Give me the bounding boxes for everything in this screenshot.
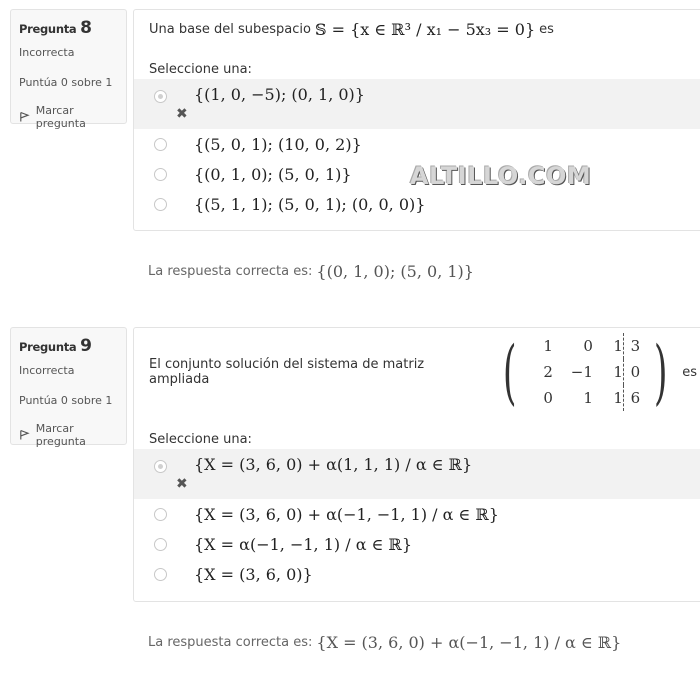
matrix-cell: −1: [570, 363, 593, 381]
question-text-before: Una base del subespacio: [149, 21, 311, 37]
flag-icon: [19, 429, 30, 441]
question-math: 𝕊 = {x ∈ ℝ³ / x₁ − 5x₃ = 0}: [314, 19, 536, 39]
watermark: ALTILLO.COM: [410, 162, 592, 190]
question-number-value: 9: [80, 336, 92, 356]
question-state: Incorrecta: [19, 46, 75, 59]
matrix-cell: 1: [613, 363, 623, 381]
answer-option[interactable]: [134, 189, 700, 219]
option-radio[interactable]: [154, 90, 167, 103]
question-label: Pregunta: [19, 340, 77, 354]
question-number: [19, 336, 118, 356]
answer-option[interactable]: [134, 529, 700, 559]
question-number-value: 8: [80, 18, 92, 38]
question-text: [134, 10, 700, 48]
matrix-cell: 0: [543, 389, 553, 407]
answer-option[interactable]: [134, 79, 700, 129]
question-state: Incorrecta: [19, 364, 75, 377]
option-text: {X = (3, 6, 0) + α(−1, −1, 1) / α ∈ ℝ}: [194, 504, 499, 524]
option-text: {X = (3, 6, 0) + α(1, 1, 1) / α ∈ ℝ}: [194, 455, 473, 474]
answer-option[interactable]: [134, 129, 700, 159]
option-radio[interactable]: [154, 198, 167, 211]
matrix-cell: 1: [613, 337, 623, 355]
correct-answer-math: {(0, 1, 0); (5, 0, 1)}: [316, 262, 474, 281]
flag-label: Marcar pregunta: [35, 104, 86, 130]
option-radio[interactable]: [154, 138, 167, 151]
correct-answer: [148, 262, 474, 281]
matrix-cell: 0: [583, 337, 593, 355]
answer-options: [134, 79, 700, 219]
matrix-cell: 0: [623, 359, 647, 385]
flag-question-button[interactable]: [19, 422, 118, 448]
matrix-cell: 6: [623, 385, 647, 411]
correct-answer-label: La respuesta correcta es:: [148, 264, 313, 279]
augmented-matrix: [496, 333, 675, 411]
matrix-right-paren: ): [653, 331, 668, 413]
flag-icon: [19, 111, 30, 123]
matrix-cell: 2: [543, 363, 553, 381]
question-text-after: es: [682, 364, 697, 380]
matrix-cell: 1: [613, 389, 623, 407]
option-text: {(1, 0, −5); (0, 1, 0)}: [194, 85, 365, 104]
correct-answer-math: {X = (3, 6, 0) + α(−1, −1, 1) / α ∈ ℝ}: [316, 633, 622, 652]
matrix-grid: [523, 333, 647, 411]
option-text: {(5, 1, 1); (5, 0, 1); (0, 0, 0)}: [194, 194, 426, 214]
question-text: [134, 328, 700, 416]
answer-prompt: Seleccione una:: [149, 62, 252, 77]
matrix-cell: 1: [583, 389, 593, 407]
matrix-left-paren: (: [502, 331, 517, 413]
answer-prompt: Seleccione una:: [149, 432, 252, 447]
option-radio[interactable]: [154, 460, 167, 473]
matrix-cell: 3: [623, 333, 647, 359]
answer-option[interactable]: [134, 559, 700, 589]
question-content-8: [133, 9, 700, 231]
option-text: {X = (3, 6, 0)}: [194, 564, 313, 584]
matrix-cell: 1: [543, 337, 553, 355]
option-radio[interactable]: [154, 168, 167, 181]
correct-answer-label: La respuesta correcta es:: [148, 635, 313, 650]
answer-option[interactable]: [134, 499, 700, 529]
answer-options: [134, 449, 700, 589]
incorrect-icon: ✖: [176, 106, 188, 122]
option-text: {X = α(−1, −1, 1) / α ∈ ℝ}: [194, 534, 412, 554]
option-text: {(5, 0, 1); (10, 0, 2)}: [194, 134, 362, 154]
incorrect-icon: ✖: [176, 476, 188, 492]
answer-option[interactable]: [134, 449, 700, 499]
flag-label: Marcar pregunta: [35, 422, 86, 448]
question-info-8: [10, 9, 127, 130]
question-text-after: es: [539, 21, 554, 37]
correct-answer: [148, 633, 621, 652]
option-text: {(0, 1, 0); (5, 0, 1)}: [194, 164, 352, 184]
question-text-before: El conjunto solución del sistema de matriz ampliada: [149, 357, 425, 387]
option-radio[interactable]: [154, 508, 167, 521]
question-info-9: [10, 327, 127, 448]
question-label: Pregunta: [19, 22, 77, 36]
option-radio[interactable]: [154, 568, 167, 581]
question-grade: Puntúa 0 sobre 1: [19, 76, 113, 89]
flag-question-button[interactable]: [19, 104, 118, 130]
question-content-9: [133, 327, 700, 602]
question-number: [19, 18, 118, 38]
question-grade: Puntúa 0 sobre 1: [19, 394, 113, 407]
option-radio[interactable]: [154, 538, 167, 551]
